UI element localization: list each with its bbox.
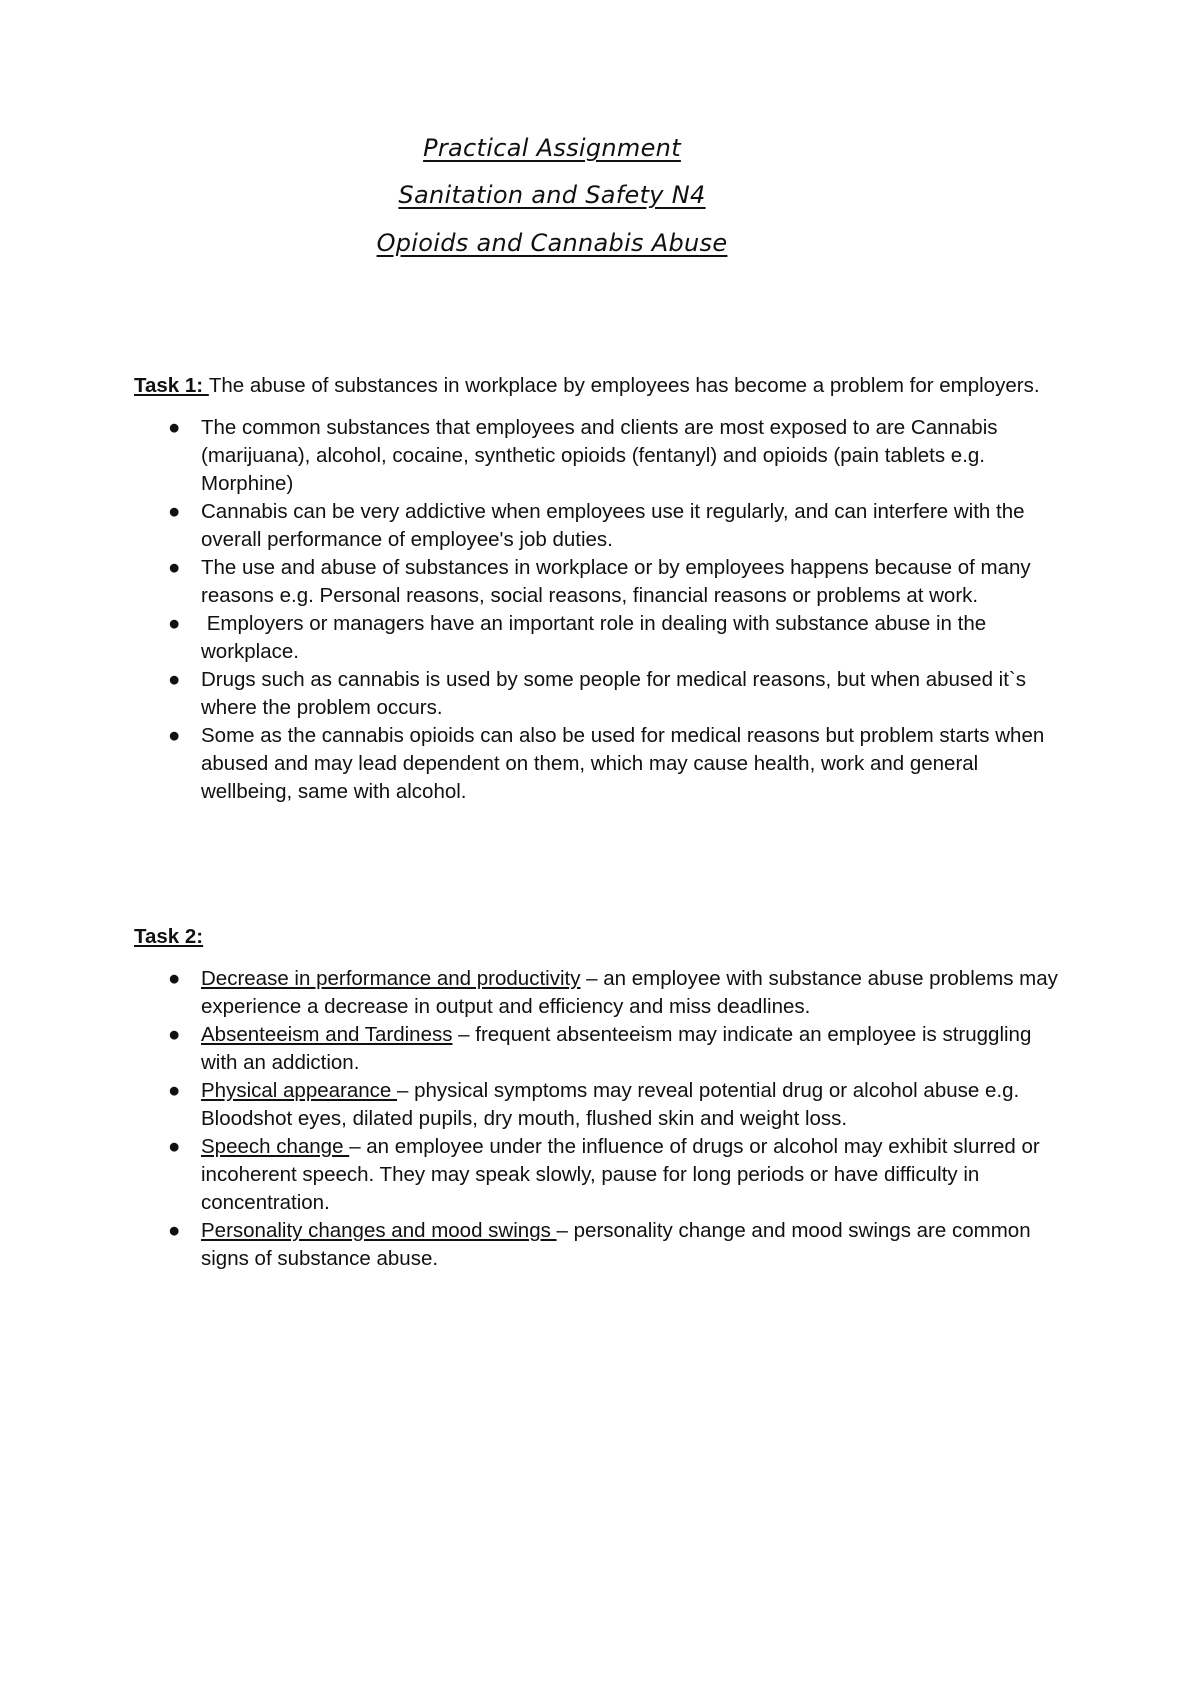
list-item <box>134 1133 1069 1217</box>
list-item-text: – physical symptoms may reveal potential drug or alcohol abuse e.g. Bloodshot eyes, dilated pupils, dry mouth, flushed skin and weight loss. <box>201 1079 1020 1130</box>
list-item <box>134 965 1069 1021</box>
bullet-icon: ● <box>168 500 181 523</box>
list-item <box>134 554 1069 610</box>
bullet-icon: ● <box>168 416 181 439</box>
bullet-icon: ● <box>168 668 181 691</box>
list-item <box>134 610 1069 666</box>
task1-bullet-list <box>134 414 1069 806</box>
bullet-icon: ● <box>168 967 181 990</box>
list-item-text: Employers or managers have an important role in dealing with substance abuse in the workplace. <box>201 612 992 663</box>
list-item <box>134 414 1069 498</box>
task2-bullet-list <box>134 965 1069 1273</box>
list-item-text: – frequent absenteeism may indicate an employee is struggling with an addiction. <box>201 1023 1032 1074</box>
list-item-text: The use and abuse of substances in workplace or by employees happens because of many reasons e.g. Personal reasons, social reasons, financial reasons or problems at work. <box>201 556 1031 607</box>
list-item-term: Decrease in performance and productivity <box>201 967 581 990</box>
bullet-icon: ● <box>168 1135 181 1158</box>
list-item-term: Speech change <box>201 1135 350 1158</box>
bullet-icon: ● <box>168 1023 181 1046</box>
list-item <box>134 1217 1069 1273</box>
list-item <box>134 666 1069 722</box>
bullet-icon: ● <box>168 1079 181 1102</box>
list-item-term: Personality changes and mood swings <box>201 1219 557 1242</box>
task2-heading: Task 2: <box>134 925 204 948</box>
task2-section <box>134 923 1069 1273</box>
list-item <box>134 1021 1069 1077</box>
doc-topic: Opioids and Cannabis Abuse <box>376 229 728 257</box>
list-item <box>134 498 1069 554</box>
bullet-icon: ● <box>168 1219 181 1242</box>
task1-intro-paragraph <box>134 372 1069 400</box>
doc-subject: Sanitation and Safety N4 <box>398 181 706 209</box>
list-item-text: Cannabis can be very addictive when employees use it regularly, and can interfere with the overall performance of employee's job duties. <box>201 500 1025 551</box>
task1-section <box>134 372 1069 806</box>
task1-heading: Task 1: <box>134 374 209 397</box>
bullet-icon: ● <box>168 724 181 747</box>
list-item-text: Drugs such as cannabis is used by some people for medical reasons, but when abused it`s where the problem occurs. <box>201 668 1027 719</box>
bullet-icon: ● <box>168 612 181 635</box>
list-item <box>134 722 1069 806</box>
task1-intro: The abuse of substances in workplace by employees has become a problem for employers. <box>208 374 1040 397</box>
list-item-term: Physical appearance <box>201 1079 398 1102</box>
bullet-icon: ● <box>168 556 181 579</box>
list-item-term: Absenteeism and Tardiness <box>201 1023 453 1046</box>
list-item-text: – an employee with substance abuse problems may experience a decrease in output and efficiency and miss deadlines. <box>201 967 1058 1018</box>
doc-title: Practical Assignment <box>423 134 681 162</box>
list-item <box>134 1077 1069 1133</box>
list-item-text: – personality change and mood swings are common signs of substance abuse. <box>201 1219 1031 1270</box>
list-item-text: – an employee under the influence of drugs or alcohol may exhibit slurred or incoherent speech. They may speak slowly, pause for long periods or have difficulty in concentration. <box>201 1135 1040 1214</box>
list-item-text: The common substances that employees and clients are most exposed to are Cannabis (marijuana), alcohol, cocaine, synthetic opioids (fentanyl) and opioids (pain tablets e.g. Morphine) <box>201 416 998 495</box>
list-item-text: Some as the cannabis opioids can also be used for medical reasons but problem starts when abused and may lead dependent on them, which may cause health, work and general wellbeing, same with alcohol. <box>201 724 1045 803</box>
